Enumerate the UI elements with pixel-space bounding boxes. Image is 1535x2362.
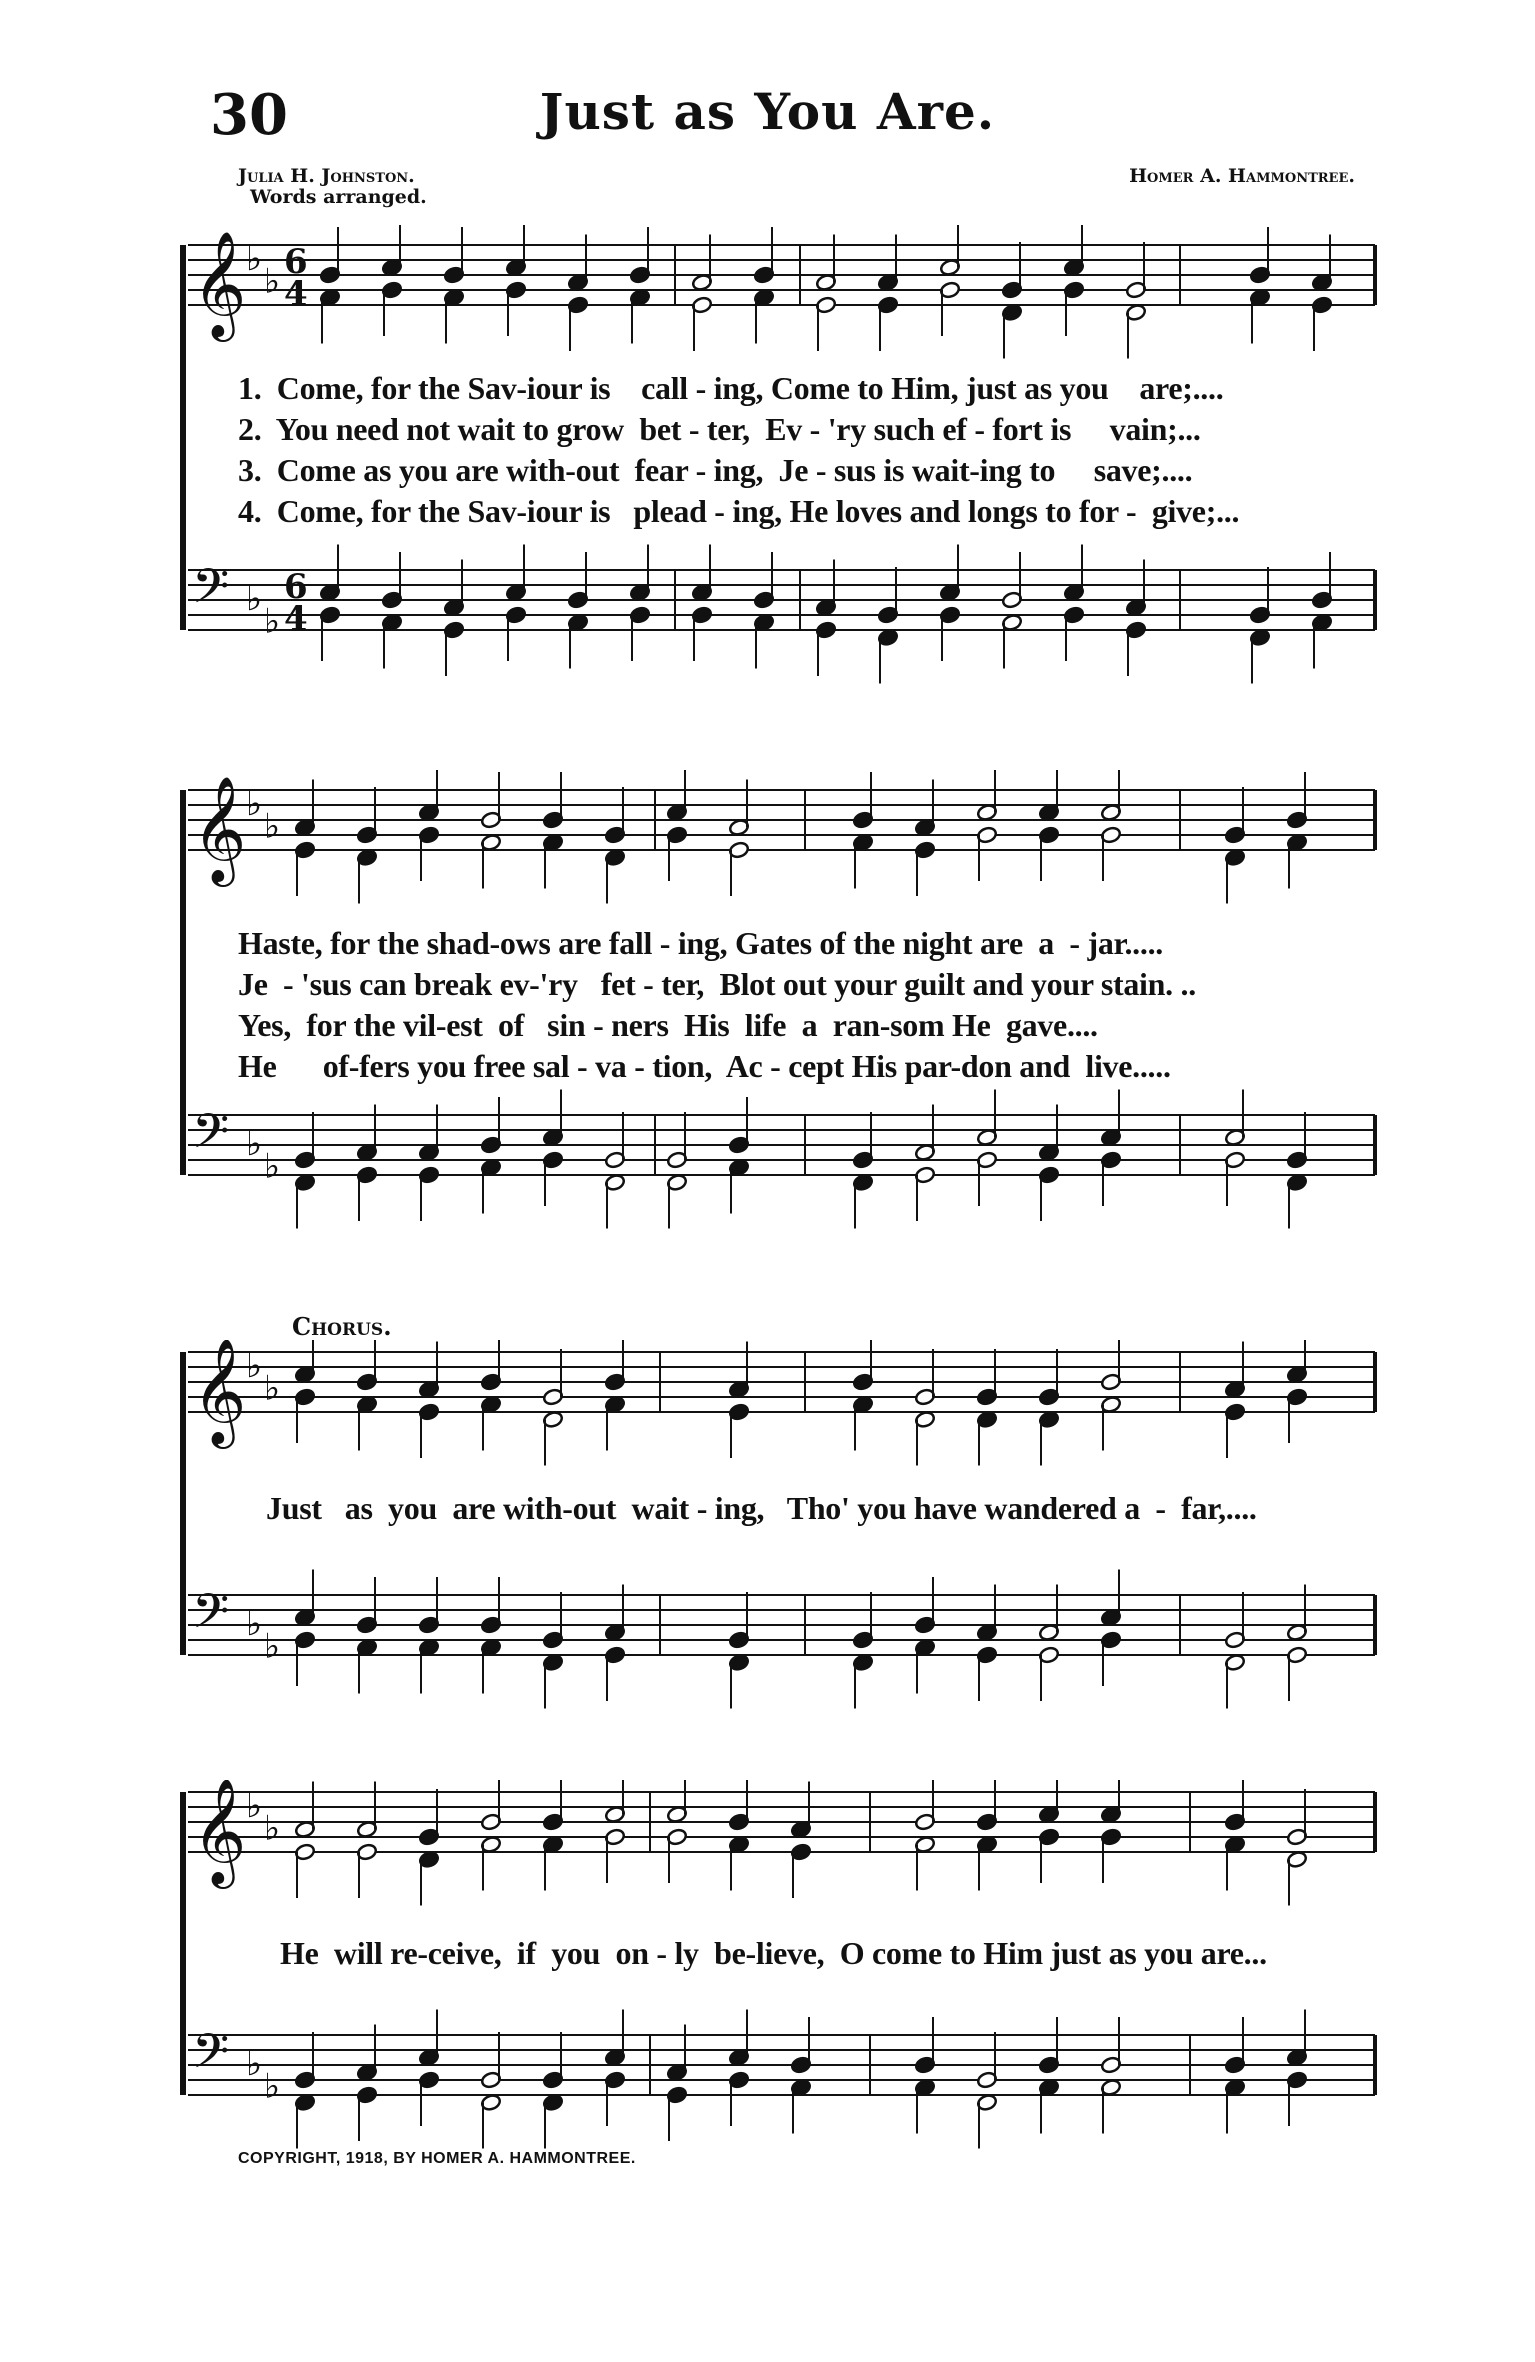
- svg-text:𝄢: 𝄢: [192, 1583, 230, 1651]
- svg-text:♭: ♭: [246, 1346, 263, 1386]
- svg-text:6: 6: [284, 567, 308, 607]
- svg-text:♭: ♭: [264, 806, 281, 847]
- verse-3-line-1: 3. Come as you are with-out fear - ing, Je - sus is wait-ing to save;....: [238, 452, 1193, 488]
- svg-text:♭: ♭: [264, 601, 281, 642]
- svg-text:𝄢: 𝄢: [192, 2023, 230, 2091]
- svg-text:4: 4: [284, 599, 308, 639]
- svg-text:♭: ♭: [264, 1368, 281, 1409]
- chorus-lyrics-1: [238, 1490, 1388, 1540]
- svg-text:𝄞: 𝄞: [192, 1780, 247, 1884]
- verse-2-line-1: 2. You need not wait to grow bet - ter, Ev - 'ry such ef - fort is vain;...: [238, 411, 1201, 447]
- verse-4-line-1: 4. Come, for the Sav-iour is plead - ing, He loves and longs to for - give;...: [238, 493, 1240, 529]
- svg-text:𝄞: 𝄞: [192, 230, 247, 337]
- svg-text:♭: ♭: [246, 239, 263, 279]
- svg-text:𝄢: 𝄢: [192, 558, 230, 626]
- svg-text:♭: ♭: [264, 2066, 281, 2107]
- svg-text:♭: ♭: [246, 2044, 263, 2084]
- chorus-line-1: Just as you are with-out wait - ing, Tho' you have wandered a - far,....: [266, 1490, 1257, 1526]
- page-number: 30: [210, 82, 288, 148]
- svg-text:4: 4: [284, 274, 308, 314]
- svg-text:♭: ♭: [264, 261, 281, 302]
- chorus-line-2: He will re-ceive, if you on - ly be-lieve, O come to Him just as you are...: [280, 1935, 1267, 1971]
- copyright-notice: COPYRIGHT, 1918, BY HOMER A. HAMMONTREE.: [238, 2150, 636, 2167]
- verse-3-line-2: Yes, for the vil-est of sin - ners His life a ran-som He gave....: [238, 1007, 1098, 1043]
- svg-text:♭: ♭: [246, 579, 263, 619]
- verse-4-line-2: He of-fers you free sal - va - tion, Ac - cept His par-don and live.....: [238, 1048, 1171, 1084]
- svg-text:♭: ♭: [246, 1604, 263, 1644]
- svg-text:♭: ♭: [264, 1626, 281, 1667]
- verse-2-line-2: Je - 'sus can break ev-'ry fet - ter, Blot out your guilt and your stain. ..: [238, 966, 1196, 1002]
- chorus-label: Chorus.: [292, 1312, 392, 1341]
- verse-lyrics-part2: [238, 925, 1388, 1105]
- svg-text:6: 6: [284, 242, 308, 282]
- words-note: Words arranged.: [250, 186, 427, 208]
- svg-text:♭: ♭: [264, 1146, 281, 1187]
- svg-text:𝄢: 𝄢: [192, 1103, 230, 1171]
- verse-lyrics-part1: [238, 370, 1388, 550]
- chorus-lyrics-2: [238, 1935, 1388, 1985]
- svg-text:𝄞: 𝄞: [192, 1340, 247, 1444]
- svg-text:♭: ♭: [246, 784, 263, 824]
- svg-text:♭: ♭: [246, 1124, 263, 1164]
- svg-text:♭: ♭: [246, 1786, 263, 1826]
- svg-text:♭: ♭: [264, 1808, 281, 1849]
- verse-1-line-2: Haste, for the shad-ows are fall - ing, Gates of the night are a - jar.....: [238, 925, 1163, 961]
- hymn-title: Just as You Are.: [539, 82, 996, 141]
- music-author: Homer A. Hammontree.: [1129, 165, 1355, 187]
- svg-text:𝄞: 𝄞: [192, 775, 247, 882]
- verse-1-line-1: 1. Come, for the Sav-iour is call - ing, Come to Him, just as you are;....: [238, 370, 1224, 406]
- words-author: Julia H. Johnston.: [238, 165, 415, 187]
